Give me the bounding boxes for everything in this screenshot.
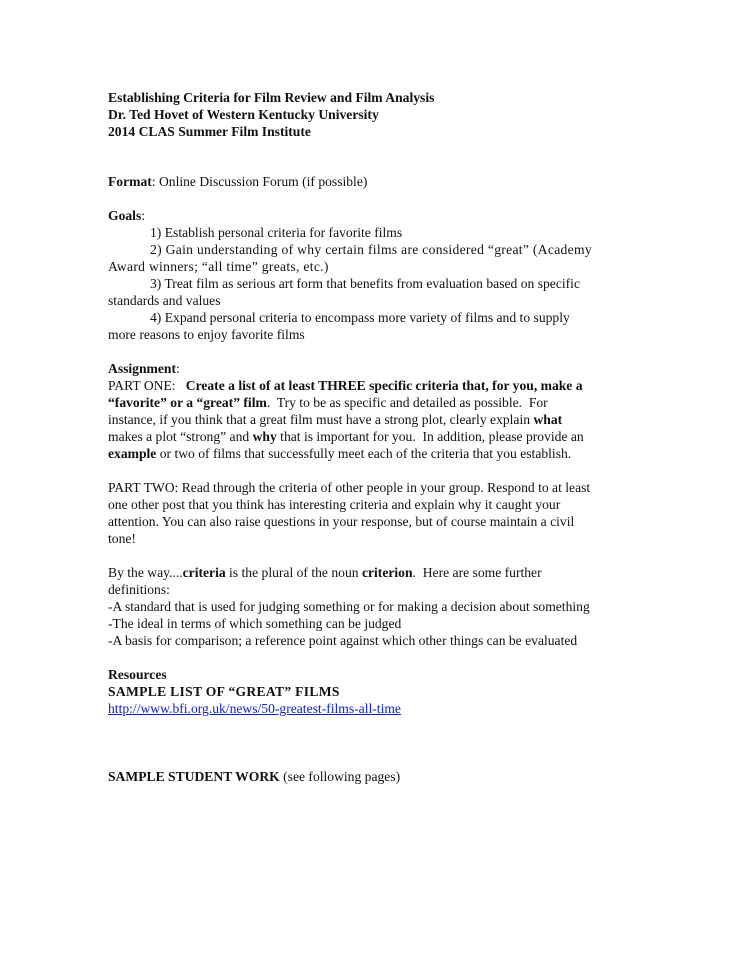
- part-one-line: [108, 445, 571, 462]
- assignment-label: Assignment: [108, 361, 176, 376]
- part-one-line: [108, 394, 548, 411]
- sample-work-label: SAMPLE STUDENT WORK: [108, 769, 280, 784]
- format-value: : Online Discussion Forum (if possible): [151, 174, 368, 189]
- goal-item-continued: Award winners; “all time” greats, etc.): [108, 259, 329, 274]
- goal-item: 3) Treat film as serious art form that benefits from evaluation based on specific: [150, 276, 580, 291]
- goals-label: Goals: [108, 208, 142, 223]
- part-two-line: PART TWO: Read through the criteria of other people in your group. Respond to at least: [108, 480, 591, 495]
- part-one-bold: Create a list of at least THREE specific criteria that, for you, make a: [185, 378, 583, 393]
- assignment-heading: [108, 360, 180, 377]
- goals-heading: [108, 207, 145, 224]
- part-two-line: one other post that you think has interesting criteria and explain why it caught your: [108, 497, 561, 512]
- definitions-line: definitions:: [108, 582, 170, 597]
- term-criteria: criteria: [182, 565, 226, 580]
- definitions-text: . Here are some further: [412, 565, 542, 580]
- definitions-text: is the plural of the noun: [225, 565, 362, 580]
- part-one-bold: “favorite” or a “great” film: [108, 395, 267, 410]
- part-one-line: [108, 377, 583, 394]
- part-one-line: [108, 411, 562, 428]
- emphasis-example: example: [108, 446, 157, 461]
- emphasis-why: why: [252, 429, 277, 444]
- document-title: Establishing Criteria for Film Review and Film Analysis: [108, 90, 435, 105]
- part-one-text: or two of films that successfully meet each of the criteria that you establish.: [156, 446, 572, 461]
- sample-work-line: [108, 768, 400, 785]
- definition-item: -A basis for comparison; a reference point against which other things can be evaluated: [108, 633, 578, 648]
- part-one-text: that is important for you. In addition, please provide an: [276, 429, 584, 444]
- resources-heading: Resources: [108, 667, 167, 682]
- goal-item-continued: more reasons to enjoy favorite films: [108, 327, 305, 342]
- goal-item-continued: standards and values: [108, 293, 221, 308]
- emphasis-what: what: [533, 412, 563, 427]
- definitions-lead: By the way....: [108, 565, 183, 580]
- sample-work-note: (see following pages): [279, 769, 401, 784]
- goal-item: 4) Expand personal criteria to encompass more variety of films and to supply: [150, 310, 570, 325]
- part-two-line: attention. You can also raise questions in your response, but of course maintain a civil: [108, 514, 575, 529]
- definition-item: -The ideal in terms of which something can be judged: [108, 616, 402, 631]
- part-two-line: tone!: [108, 531, 136, 546]
- goal-item: 2) Gain understanding of why certain films are considered “great” (Academy: [150, 242, 592, 257]
- institute-line: 2014 CLAS Summer Film Institute: [108, 124, 311, 139]
- definition-item: -A standard that is used for judging something or for making a decision about something: [108, 599, 590, 614]
- part-one-lead: PART ONE:: [108, 378, 186, 393]
- part-one-text: . Try to be as specific and detailed as possible. For: [266, 395, 548, 410]
- part-one-text: makes a plot “strong” and: [108, 429, 253, 444]
- format-label: Format: [108, 174, 152, 189]
- goals-colon: :: [141, 208, 146, 223]
- term-criterion: criterion: [361, 565, 413, 580]
- sample-list-heading: SAMPLE LIST OF “GREAT” FILMS: [108, 684, 340, 699]
- definitions-intro: [108, 564, 542, 581]
- format-line: [108, 173, 367, 190]
- part-one-line: [108, 428, 584, 445]
- assignment-colon: :: [175, 361, 180, 376]
- author-line: Dr. Ted Hovet of Western Kentucky University: [108, 107, 379, 122]
- goal-item: 1) Establish personal criteria for favorite films: [150, 225, 403, 240]
- part-one-text: instance, if you think that a great film must have a strong plot, clearly explain: [108, 412, 534, 427]
- bfi-link[interactable]: http://www.bfi.org.uk/news/50-greatest-films-all-time: [108, 701, 401, 716]
